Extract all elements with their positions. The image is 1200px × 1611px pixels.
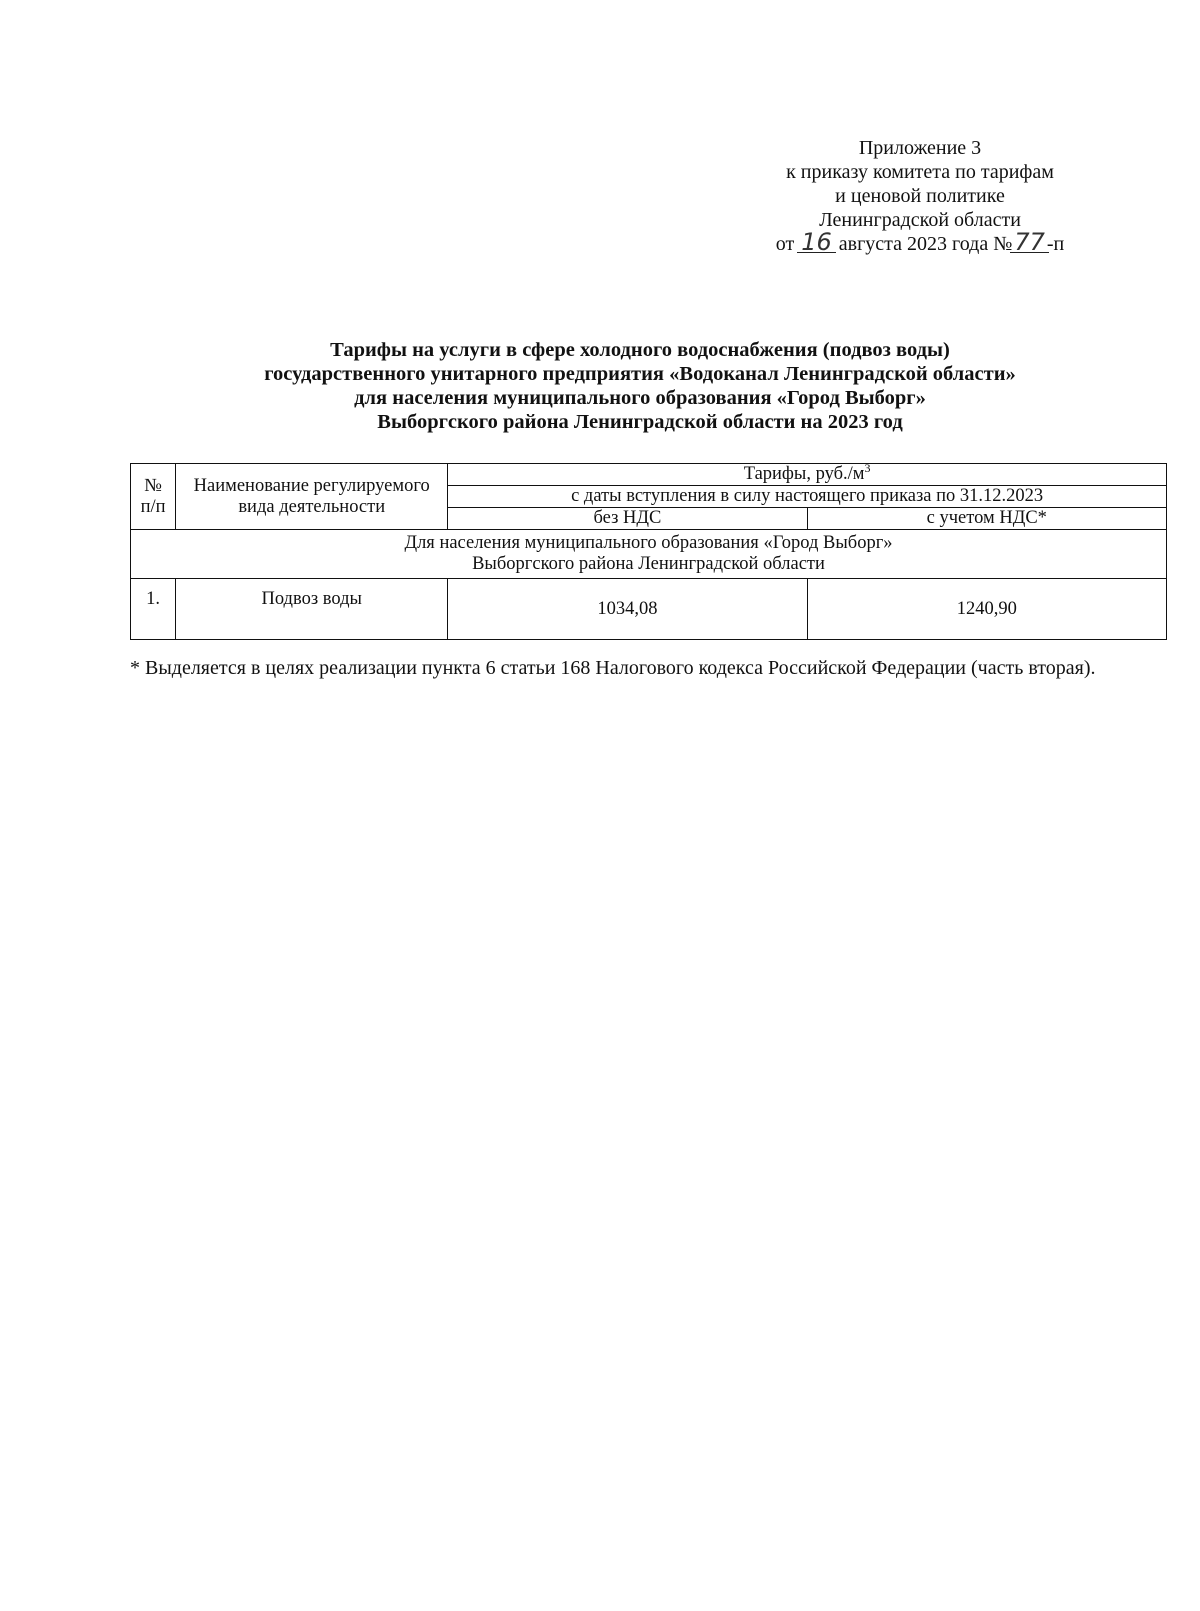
header-num: № п/п <box>131 464 176 530</box>
handwritten-day: 16 <box>801 228 832 256</box>
header-tariffs-unit-exponent: 3 <box>864 460 871 475</box>
order-number-suffix: -п <box>1046 233 1065 255</box>
header-tariffs-label: Тарифы, руб./м <box>743 464 865 484</box>
appendix-header <box>740 136 1100 256</box>
date-prefix: от <box>775 233 795 255</box>
appendix-order-ref: к приказу комитета по тарифам <box>786 161 1054 183</box>
title-line-4: Выборгского района Ленинградской области на 2023 год <box>377 411 903 433</box>
title-line-3: для населения муниципального образования «Город Выборг» <box>354 387 926 409</box>
appendix-date-line <box>740 228 1100 256</box>
title-line-2: государственного унитарного предприятия «Водоканал Ленинградской области» <box>264 363 1016 385</box>
document-title <box>130 338 1150 434</box>
row-tariff-without-vat: 1034,08 <box>448 579 807 640</box>
header-without-vat: без НДС <box>448 508 807 530</box>
table-row <box>131 579 1167 640</box>
header-period: с даты вступления в силу настоящего приказа по 31.12.2023 <box>448 486 1167 508</box>
title-line-1: Тарифы на услуги в сфере холодного водоснабжения (подвоз воды) <box>330 339 950 361</box>
appendix-region: Ленинградской области <box>819 209 1021 231</box>
section-line-2: Выборгского района Ленинградской области <box>472 554 825 574</box>
section-row <box>131 530 1167 579</box>
header-with-vat: с учетом НДС* <box>807 508 1166 530</box>
row-tariff-with-vat: 1240,90 <box>807 579 1166 640</box>
header-row-1 <box>131 464 1167 486</box>
appendix-committee: и ценовой политике <box>835 185 1005 207</box>
date-middle: августа 2023 года № <box>838 233 1013 255</box>
row-num: 1. <box>131 579 176 640</box>
handwritten-order-number: 77 <box>1014 228 1045 256</box>
row-activity-name: Подвоз воды <box>176 579 448 640</box>
footnote: * Выделяется в целях реализации пункта 6 статьи 168 Налогового кодекса Российской Федерации (часть вторая). <box>130 657 1096 679</box>
appendix-title: Приложение 3 <box>858 137 982 159</box>
section-line-1: Для населения муниципального образования «Город Выборг» <box>404 533 893 553</box>
section-heading <box>131 530 1167 579</box>
header-activity-name: Наименование регулируемого вида деятельности <box>176 464 448 530</box>
tariffs-table <box>130 460 1167 640</box>
header-tariffs <box>448 460 1167 486</box>
